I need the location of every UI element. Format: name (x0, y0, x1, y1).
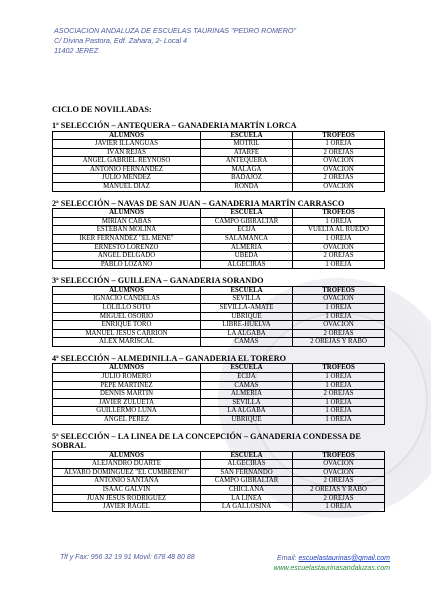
selection-section (52, 121, 384, 192)
table-row (53, 252, 385, 261)
student-cell: JAVIER ILLANGUAS (53, 140, 201, 149)
column-header-escuela: ESCUELA (201, 131, 293, 140)
school-cell: ALMERÍA (201, 390, 293, 399)
column-header-trofeos: TROFEOS (293, 131, 385, 140)
trophy-cell: OVACIÓN (293, 183, 385, 192)
results-table (52, 451, 385, 512)
school-cell: ANTEQUERA (201, 157, 293, 166)
trophy-cell: 2 OREJAS (293, 174, 385, 183)
selection-section (52, 354, 384, 425)
footer-email-label: Email: (277, 555, 297, 562)
trophy-cell: 1 OREJA (293, 217, 385, 226)
school-cell: UBRIQUE (201, 416, 293, 425)
trophy-cell: 2 OREJAS (293, 329, 385, 338)
column-header-alumnos: ALUMNOS (53, 131, 201, 140)
school-cell: ATARFE (201, 148, 293, 157)
column-header-alumnos: ALUMNOS (53, 451, 201, 460)
student-cell: MANUEL JESUS CARRIÓN (53, 329, 201, 338)
trophy-cell: OVACIÓN (293, 321, 385, 330)
table-row (53, 295, 385, 304)
table-row (53, 468, 385, 477)
trophy-cell: 2 OREJAS (293, 252, 385, 261)
trophy-cell: 1 OREJA (293, 234, 385, 243)
trophy-cell: OVACIÓN (293, 243, 385, 252)
column-header-trofeos: TROFEOS (293, 286, 385, 295)
school-cell: CAMPO GIBRALTAR (201, 217, 293, 226)
column-header-escuela: ESCUELA (201, 209, 293, 218)
school-cell: LA ALGABA (201, 329, 293, 338)
trophy-cell: 2 OREJAS Y RABO (293, 338, 385, 347)
student-cell: ÁNGEL PÉREZ (53, 416, 201, 425)
footer-email-link[interactable]: escuelastaurinas@gmail.com (298, 555, 390, 562)
section-title: 2ª SELECCIÓN – NAVAS DE SAN JUAN – GANADERIA MARTÍN CARRASCO (52, 198, 345, 208)
trophy-cell: 2 OREJAS (293, 477, 385, 486)
table-row (53, 174, 385, 183)
table-row (53, 477, 385, 486)
trophy-cell: 1 OREJA (293, 381, 385, 390)
table-row (53, 460, 385, 469)
student-cell: ESTEBAN MOLINA (53, 226, 201, 235)
table-row (53, 486, 385, 495)
table-row (53, 217, 385, 226)
student-cell: JAVIER ZULUETA (53, 398, 201, 407)
student-cell: ANGEL GABRIEL REYNOSO (53, 157, 201, 166)
table-row (53, 243, 385, 252)
school-cell: CAMAS (201, 381, 293, 390)
school-cell: LIBRE-HUELVA (201, 321, 293, 330)
student-cell: IVÁN REJAS (53, 148, 201, 157)
school-cell: SALAMANCA (201, 234, 293, 243)
trophy-cell: 2 OREJAS (293, 494, 385, 503)
trophy-cell: 2 OREJAS (293, 148, 385, 157)
footer-phone: Tlf y Fax: 956 32 19 91 Movil: 678 48 80 88 (60, 554, 195, 561)
table-row (53, 494, 385, 503)
school-cell: RONDA (201, 183, 293, 192)
student-cell: MANUEL DIAZ (53, 183, 201, 192)
student-cell: JAVIER RAGEL (53, 503, 201, 512)
trophy-cell: 1 OREJA (293, 260, 385, 269)
school-cell: CAMAS (201, 338, 293, 347)
column-header-trofeos: TROFEOS (293, 451, 385, 460)
table-row (53, 390, 385, 399)
student-cell: PABLO LOZANO (53, 260, 201, 269)
column-header-escuela: ESCUELA (201, 286, 293, 295)
org-postal: 11402 JEREZ (54, 46, 99, 55)
section-title: 5ª SELECCIÓN – LA LINEA DE LA CONCEPCIÓN – GANADERIA CONDESSA DE SOBRAL (52, 431, 361, 451)
trophy-cell: VUELTA AL RUEDO (293, 226, 385, 235)
school-cell: LA LINEA (201, 494, 293, 503)
table-header-row (53, 451, 385, 460)
table-row (53, 381, 385, 390)
column-header-trofeos: TROFEOS (293, 209, 385, 218)
table-row (53, 165, 385, 174)
trophy-cell: 1 OREJA (293, 398, 385, 407)
results-table (52, 363, 385, 424)
table-row (53, 373, 385, 382)
table-row (53, 338, 385, 347)
selection-section (52, 276, 384, 347)
cycle-title: CICLO DE NOVILLADAS: (52, 105, 152, 114)
table-row (53, 157, 385, 166)
footer-website[interactable]: www.escuelastaurinasandaluzas.com (273, 565, 390, 572)
school-cell: CAMPO GIBRALTAR (201, 477, 293, 486)
school-cell: ALMERÍA (201, 243, 293, 252)
table-row (53, 416, 385, 425)
table-row (53, 503, 385, 512)
table-row (53, 234, 385, 243)
table-row (53, 321, 385, 330)
trophy-cell: 1 OREJA (293, 373, 385, 382)
school-cell: LA ALGABA (201, 407, 293, 416)
table-header-row (53, 364, 385, 373)
document-body (52, 105, 384, 519)
trophy-cell: 1 OREJA (293, 312, 385, 321)
sections-container (52, 121, 384, 512)
school-cell: MOTRIL (201, 140, 293, 149)
student-cell: PEPE MARTINEZ (53, 381, 201, 390)
school-cell: UBRIQUE (201, 312, 293, 321)
table-row (53, 329, 385, 338)
section-title: 4ª SELECCIÓN – ALMEDINILLA – GANADERIA EL TORERO (52, 353, 287, 363)
trophy-cell: OVACIÓN (293, 165, 385, 174)
school-cell: SAN FERNANDO (201, 468, 293, 477)
student-cell: ERNESTO LORENZO (53, 243, 201, 252)
table-row (53, 183, 385, 192)
org-name: ASOCIACION ANDALUZA DE ESCUELAS TAURINAS "PEDRO ROMERO" (54, 26, 297, 35)
student-cell: DENNIS MARTIN (53, 390, 201, 399)
table-row (53, 312, 385, 321)
section-title: 1ª SELECCIÓN – ANTEQUERA – GANADERIA MARTÍN LORCA (52, 121, 297, 130)
trophy-cell: 2 OREJAS (293, 390, 385, 399)
trophy-cell: 1 OREJA (293, 416, 385, 425)
student-cell: ÁLVARO DOMÍNGUEZ "EL CUMBREÑO" (53, 468, 201, 477)
table-row (53, 304, 385, 313)
school-cell: ALGECIRAS (201, 260, 293, 269)
footer-contact (274, 554, 390, 574)
column-header-escuela: ESCUELA (201, 451, 293, 460)
student-cell: ANTONIO FERNANDEZ (53, 165, 201, 174)
school-cell: CHICLANA (201, 486, 293, 495)
trophy-cell: 1 OREJA (293, 304, 385, 313)
org-address: C/ Divina Pastora, Edf. Zahara, 2- Local 4 (54, 36, 188, 45)
student-cell: ENRIQUE TORO (53, 321, 201, 330)
school-cell: SEVILLA (201, 398, 293, 407)
student-cell: JULIO MÉNDEZ (53, 174, 201, 183)
school-cell: UBEDA (201, 252, 293, 261)
trophy-cell: OVACIÓN (293, 157, 385, 166)
trophy-cell: 2 OREJAS Y RABO (293, 486, 385, 495)
trophy-cell: OVACIÓN (293, 295, 385, 304)
column-header-alumnos: ALUMNOS (53, 209, 201, 218)
results-table (52, 208, 385, 269)
trophy-cell: 1 OREJA (293, 407, 385, 416)
student-cell: IKER FERNANDEZ "EL MENE" (53, 234, 201, 243)
results-table (52, 131, 385, 192)
table-row (53, 148, 385, 157)
student-cell: IGNACIO CANDELAS (53, 295, 201, 304)
school-cell: BADAJOZ (201, 174, 293, 183)
student-cell: LOLILLO SOTO (53, 304, 201, 313)
selection-section (52, 432, 384, 512)
student-cell: ALEX MARISCAL (53, 338, 201, 347)
table-header-row (53, 286, 385, 295)
column-header-trofeos: TROFEOS (293, 364, 385, 373)
student-cell: ÁNGEL DELGADO (53, 252, 201, 261)
results-table (52, 286, 385, 347)
school-cell: ALGECIRAS (201, 460, 293, 469)
table-row (53, 407, 385, 416)
column-header-escuela: ESCUELA (201, 364, 293, 373)
student-cell: ANTONIO SANTANA (53, 477, 201, 486)
trophy-cell: OVACIÓN (293, 468, 385, 477)
table-row (53, 140, 385, 149)
table-row (53, 260, 385, 269)
school-cell: ECIJA (201, 226, 293, 235)
student-cell: MIGUEL OSORIO (53, 312, 201, 321)
student-cell: JULIO ROMERO (53, 373, 201, 382)
student-cell: MIRIAN CABAS (53, 217, 201, 226)
column-header-alumnos: ALUMNOS (53, 364, 201, 373)
school-cell: LA GALLOSINA (201, 503, 293, 512)
student-cell: ISAAC GALVÍN (53, 486, 201, 495)
section-title: 3ª SELECCIÓN – GUILLENA – GANADERIA SORANDO (52, 276, 264, 286)
trophy-cell: 1 OREJA (293, 503, 385, 512)
table-header-row (53, 209, 385, 218)
letterhead (54, 26, 296, 56)
school-cell: ECIJA (201, 373, 293, 382)
table-row (53, 398, 385, 407)
selection-section (52, 199, 384, 270)
school-cell: SEVILLA (201, 295, 293, 304)
trophy-cell: OVACIÓN (293, 460, 385, 469)
trophy-cell: 1 OREJA (293, 140, 385, 149)
school-cell: MALAGA (201, 165, 293, 174)
student-cell: GUILLERMO LUNA (53, 407, 201, 416)
table-row (53, 226, 385, 235)
school-cell: SEVILLA-AMATE (201, 304, 293, 313)
column-header-alumnos: ALUMNOS (53, 286, 201, 295)
table-header-row (53, 131, 385, 140)
student-cell: JUAN JESUS RODRIGUEZ (53, 494, 201, 503)
student-cell: ALEJANDRO DUARTE (53, 460, 201, 469)
